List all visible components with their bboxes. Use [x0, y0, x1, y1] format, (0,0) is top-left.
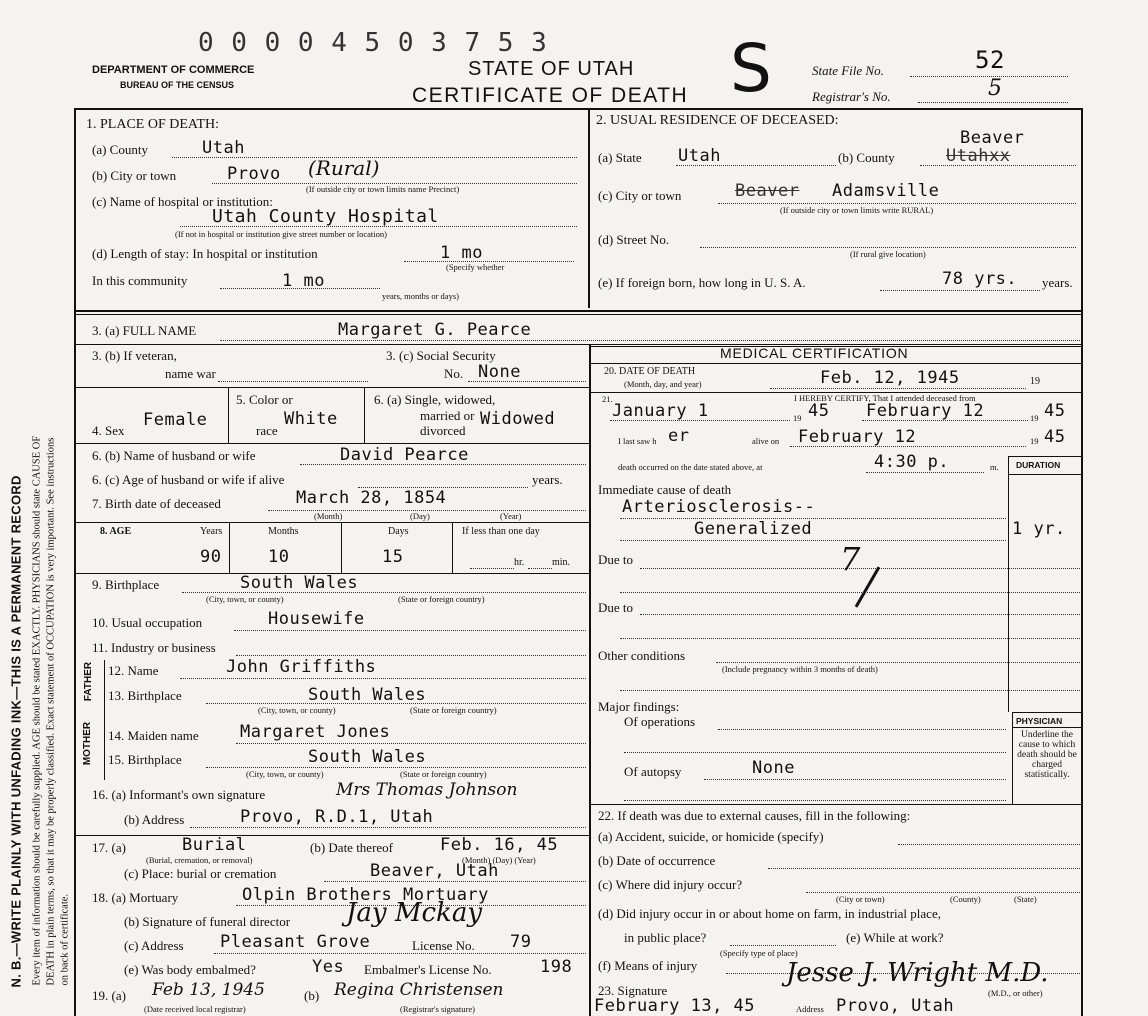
informant-address-value: Provo, R.D.1, Utah: [240, 807, 434, 827]
marital-label-2: married or: [420, 408, 475, 423]
burial-place-label: (c) Place: burial or cremation: [124, 866, 277, 881]
mortuary-value: Olpin Brothers Mortuary: [242, 885, 489, 905]
registrar-sig-hint: (Registrar's signature): [400, 1004, 475, 1014]
signature-label: 23. Signature: [598, 983, 668, 998]
handwritten-s-mark: S: [730, 30, 772, 107]
burial-hint: (Burial, cremation, or removal): [146, 855, 253, 865]
registrar-sig-label: (b): [304, 988, 320, 1003]
birth-day-hint: (Day): [410, 511, 430, 521]
father-bp-hint-2: (State or foreign country): [410, 705, 497, 715]
hospital-hint: (If not in hospital or institution give street number or location): [175, 229, 387, 239]
residence-county-above: Beaver: [960, 128, 1025, 148]
sex-value: Female: [143, 410, 208, 430]
color-label: 5. Color or: [236, 392, 293, 407]
marital-label-3: divorced: [420, 423, 466, 438]
mother-maiden-value: Margaret Jones: [240, 722, 391, 742]
industry-label: 11. Industry or business: [92, 640, 216, 655]
signature-hint: (M.D., or other): [988, 988, 1043, 998]
medical-heading: MEDICAL CERTIFICATION: [720, 345, 909, 361]
residence-city-value: Adamsville: [832, 181, 940, 201]
due-to-mark: 7: [840, 540, 861, 578]
age-years-value: 90: [200, 547, 222, 567]
spouse-age-label: 6. (c) Age of husband or wife if alive: [92, 472, 285, 487]
department-label: DEPARTMENT OF COMMERCE: [92, 64, 255, 76]
other-conditions-hint: (Include pregnancy within 3 months of death): [722, 664, 878, 674]
external-c-hint-2: (County): [950, 894, 981, 904]
occupation-value: Housewife: [268, 609, 365, 629]
ssn-label-2: No.: [444, 366, 464, 381]
burial-label: 17. (a): [92, 840, 126, 855]
father-name-value: John Griffiths: [226, 657, 377, 677]
date-of-death-label: 20. DATE OF DEATH: [604, 366, 696, 377]
due-to-label: Due to: [598, 552, 634, 567]
attended-to-year-prefix: 19: [1030, 413, 1039, 423]
last-saw-label: I last saw h: [618, 436, 657, 446]
external-b: (b) Date of occurrence: [598, 853, 716, 868]
major-findings-label: Major findings:: [598, 699, 680, 714]
age-label: 8. AGE: [100, 526, 132, 537]
burial-place-value: Beaver, Utah: [370, 861, 499, 881]
city-rural-note: (Rural): [308, 156, 380, 180]
marital-label: 6. (a) Single, widowed,: [374, 392, 496, 407]
other-conditions-label: Other conditions: [598, 648, 686, 663]
residence-state-label: (a) State: [598, 150, 642, 165]
burial-date-label: (b) Date thereof: [310, 840, 394, 855]
city-hint: (If outside city or town limits name Precinct): [306, 184, 460, 194]
attended-from-year-prefix: 19: [793, 413, 802, 423]
attended-from-year: 45: [808, 401, 830, 421]
certify-text: I HEREBY CERTIFY, That I attended deceased from: [794, 393, 976, 403]
county-value: Utah: [202, 138, 245, 158]
residence-state-value: Utah: [678, 146, 721, 166]
ssn-value: None: [478, 362, 521, 382]
age-less-than-day-label: If less than one day: [462, 526, 540, 537]
left-margin: [0, 105, 72, 1016]
birthplace-label: 9. Birthplace: [92, 577, 160, 592]
burial-value: Burial: [182, 835, 247, 855]
physician-note: Underline the cause to which death should be charged statistically.: [1017, 730, 1077, 780]
mother-side-label: MOTHER: [82, 721, 94, 766]
state-title: STATE OF UTAH: [468, 58, 635, 80]
occupation-label: 10. Usual occupation: [92, 615, 203, 630]
spouse-value: David Pearce: [340, 445, 469, 465]
received-value: Feb 13, 1945: [152, 980, 265, 1000]
place-of-death-heading: 1. PLACE OF DEATH:: [86, 117, 220, 132]
birthplace-hint-1: (City, town, or county): [206, 594, 284, 604]
external-d-2: in public place?: [624, 930, 707, 945]
external-e: (e) While at work?: [846, 930, 944, 945]
attended-to: February 12: [866, 401, 985, 421]
birth-month-hint: (Month): [314, 511, 343, 521]
autopsy-value: None: [752, 758, 795, 778]
received-label: 19. (a): [92, 988, 126, 1003]
veteran-label-2: name war: [165, 366, 216, 381]
marital-value: Widowed: [480, 409, 556, 429]
external-c: (c) Where did injury occur?: [598, 877, 743, 892]
received-hint: (Date received local registrar): [144, 1004, 246, 1014]
residence-county-label: (b) County: [838, 150, 895, 165]
due-to-2-label: Due to: [598, 600, 634, 615]
residence-city-label: (c) City or town: [598, 188, 682, 203]
foreign-value: 78 yrs.: [942, 269, 1018, 289]
hospital-label: (c) Name of hospital or institution:: [92, 194, 273, 209]
street-hint: (If rural give location): [850, 249, 926, 259]
cause-line-1: Arteriosclerosis--: [622, 497, 816, 517]
director-signature: Jay Mckay: [346, 898, 483, 928]
occurred-label: death occurred on the date stated above, at: [618, 462, 763, 472]
community-label: In this community: [92, 273, 188, 288]
veteran-label: 3. (b) If veteran,: [92, 348, 177, 363]
signature-address-label: Address: [796, 1004, 824, 1014]
date-of-death-suffix: 19: [1030, 376, 1040, 387]
birth-label: 7. Birth date of deceased: [92, 496, 221, 511]
duration-label: DURATION: [1016, 460, 1061, 470]
full-name-label: 3. (a) FULL NAME: [92, 323, 197, 338]
age-days-value: 15: [382, 547, 404, 567]
race-label: race: [256, 423, 278, 438]
license-value: 79: [510, 932, 532, 952]
burial-date-hint: (Month) (Day) (Year): [462, 855, 536, 865]
license-label: License No.: [412, 938, 475, 953]
physician-signature: Jesse J. Wright M.D.: [786, 958, 1049, 988]
mortuary-address-label: (c) Address: [124, 938, 184, 953]
burial-date-value: Feb. 16, 45: [440, 835, 559, 855]
embalmer-value: 198: [540, 957, 573, 977]
embalmer-label: Embalmer's License No.: [364, 962, 492, 977]
margin-warning: N. B.—WRITE PLAINLY WITH UNFADING INK—THIS IS A PERMANENT RECORD: [8, 475, 24, 988]
date-of-death-hint: (Month, day, and year): [624, 379, 702, 389]
embalmed-label: (e) Was body embalmed?: [124, 962, 256, 977]
external-type-hint: (Specify type of place): [720, 948, 798, 958]
state-file-number: 52: [975, 46, 1005, 74]
last-saw-year: 45: [1044, 427, 1066, 447]
street-label: (d) Street No.: [598, 232, 670, 247]
registrar-number: 5: [988, 76, 1002, 101]
signature-address: Provo, Utah: [836, 996, 955, 1016]
attended-from: January 1: [612, 401, 709, 421]
autopsy-label: Of autopsy: [624, 764, 682, 779]
immediate-cause-label: Immediate cause of death: [598, 482, 732, 497]
time-of-death: 4:30 p.: [874, 452, 950, 472]
city-label: (b) City or town: [92, 168, 177, 183]
community-hint: years, months or days): [382, 291, 459, 301]
father-birthplace-value: South Wales: [308, 685, 427, 705]
residence-city-hint: (If outside city or town limits write RURAL): [780, 205, 934, 215]
cause-line-2: Generalized: [694, 519, 813, 539]
date-of-death-value: Feb. 12, 1945: [820, 368, 960, 388]
mortuary-label: 18. (a) Mortuary: [92, 890, 179, 905]
external-a: (a) Accident, suicide, or homicide (specify): [598, 829, 824, 844]
birth-value: March 28, 1854: [296, 488, 447, 508]
residence-county-struck: Utahxx: [946, 146, 1011, 166]
birthplace-value: South Wales: [240, 573, 359, 593]
registrar-signature: Regina Christensen: [334, 980, 504, 1000]
external-d: (d) Did injury occur in or about home on farm, in industrial place,: [598, 906, 941, 921]
informant-signature: Mrs Thomas Johnson: [336, 780, 518, 800]
ssn-label: 3. (c) Social Security: [386, 348, 496, 363]
margin-instructions-1: Every item of information should be carefully supplied. AGE should be stated EXACTLY. PHYSICIANS should state CAUSE OF: [31, 435, 43, 986]
residence-heading: 2. USUAL RESIDENCE OF DECEASED:: [596, 113, 839, 128]
margin-instructions-3: on back of certificate.: [59, 893, 71, 986]
director-label: (b) Signature of funeral director: [124, 914, 291, 929]
mortuary-address-value: Pleasant Grove: [220, 932, 371, 952]
birthplace-hint-2: (State or foreign country): [398, 594, 485, 604]
mother-birthplace-value: South Wales: [308, 747, 427, 767]
external-c-hint-1: (City or town): [836, 894, 885, 904]
last-saw-year-prefix: 19: [1030, 436, 1039, 446]
father-bp-hint-1: (City, town, or county): [258, 705, 336, 715]
mother-bp-hint-2: (State or foreign country): [400, 769, 487, 779]
race-value: White: [284, 409, 338, 429]
mother-birthplace-label: 15. Birthplace: [108, 752, 182, 767]
age-months-value: 10: [268, 547, 290, 567]
age-min-label: min.: [552, 557, 571, 568]
certificate-title: CERTIFICATE OF DEATH: [412, 84, 689, 107]
signature-date: February 13, 45: [594, 996, 756, 1016]
margin-instructions-2: DEATH in plain terms, so that it may be properly classified. Exact statement of OCCUPATION is very important. See instructions: [45, 437, 57, 986]
mother-bp-hint-1: (City, town, or county): [246, 769, 324, 779]
stay-hint: (Specify whether: [446, 262, 505, 272]
registrar-label: Registrar's No.: [812, 89, 891, 104]
full-name-value: Margaret G. Pearce: [338, 320, 532, 340]
hospital-value: Utah County Hospital: [212, 206, 439, 227]
father-side-label: FATHER: [83, 661, 95, 702]
external-heading: 22. If death was due to external causes, fill in the following:: [598, 808, 911, 823]
age-days-label: Days: [388, 526, 409, 537]
spouse-age-unit: years.: [532, 472, 563, 487]
father-name-label: 12. Name: [108, 663, 159, 678]
community-value: 1 mo: [282, 271, 325, 291]
external-f: (f) Means of injury: [598, 958, 698, 973]
bureau-label: BUREAU OF THE CENSUS: [120, 80, 235, 90]
age-hr-label: hr.: [514, 557, 525, 568]
last-saw-pronoun: er: [668, 426, 690, 446]
external-c-hint-3: (State): [1014, 894, 1037, 904]
age-months-label: Months: [268, 526, 299, 537]
age-years-label: Years: [200, 526, 223, 537]
informant-label: 16. (a) Informant's own signature: [92, 787, 266, 802]
spouse-label: 6. (b) Name of husband or wife: [92, 448, 256, 463]
duration-value: 1 yr.: [1012, 519, 1066, 539]
residence-city-struck: Beaver: [735, 181, 800, 201]
certify-number: 21.: [602, 394, 613, 404]
stay-label: (d) Length of stay: In hospital or institution: [92, 246, 318, 261]
state-file-label: State File No.: [812, 63, 884, 78]
foreign-unit: years.: [1042, 275, 1073, 290]
time-unit: m.: [990, 462, 999, 472]
city-value: Provo: [227, 164, 281, 184]
alive-on-label: alive on: [752, 436, 780, 446]
serial-number: 0 0 0 0 4 5 0 3 7 5 3: [198, 28, 548, 58]
county-label: (a) County: [92, 142, 148, 157]
sex-label: 4. Sex: [92, 423, 125, 438]
birth-year-hint: (Year): [500, 511, 522, 521]
physician-label: PHYSICIAN: [1016, 716, 1063, 726]
mother-maiden-label: 14. Maiden name: [108, 728, 199, 743]
operations-label: Of operations: [624, 714, 696, 729]
stay-value: 1 mo: [440, 243, 483, 263]
foreign-label: (e) If foreign born, how long in U. S. A.: [598, 275, 806, 290]
last-saw-date: February 12: [798, 427, 917, 447]
father-birthplace-label: 13. Birthplace: [108, 688, 182, 703]
informant-address-label: (b) Address: [124, 812, 185, 827]
embalmed-value: Yes: [312, 957, 345, 977]
attended-to-year: 45: [1044, 401, 1066, 421]
